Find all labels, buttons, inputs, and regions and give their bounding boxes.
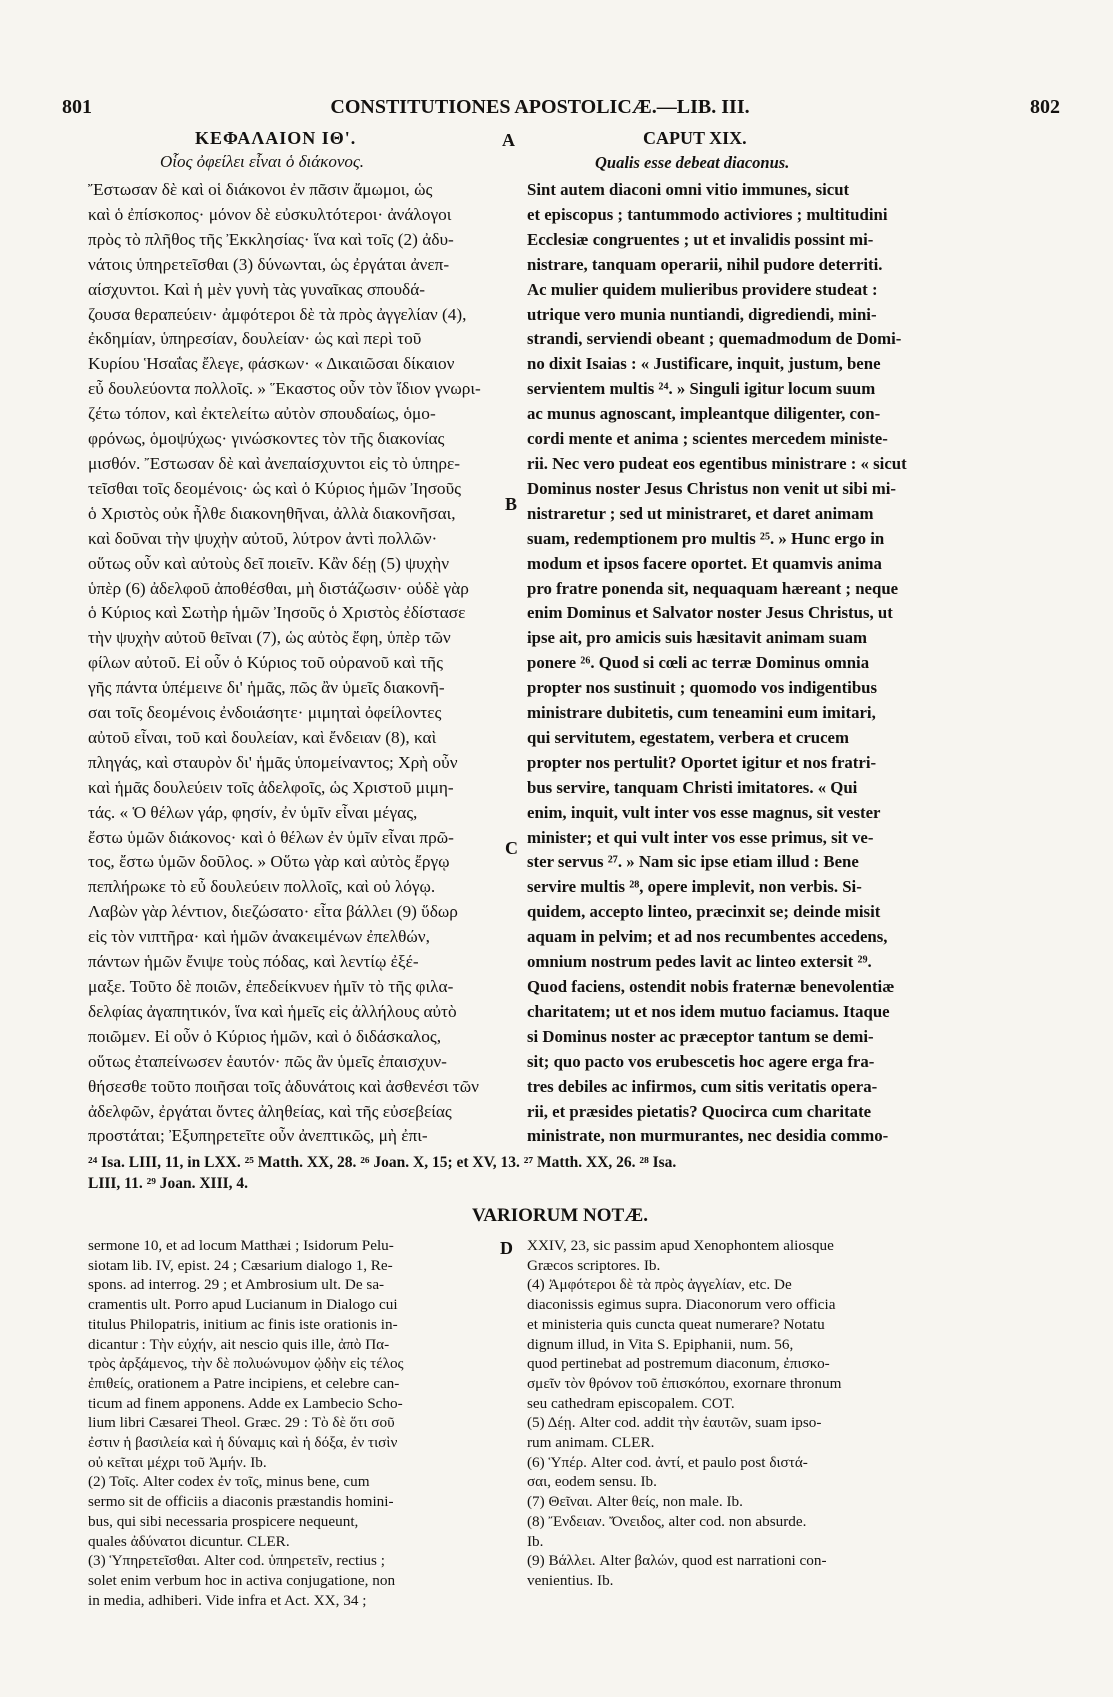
text-line: ac munus agnoscant, impleantque diligenter, con-	[527, 404, 881, 424]
text-line: τος, ἔστω ὑμῶν δοῦλος. » Οὕτω γὰρ καὶ αὐτὸς ἔργῳ	[88, 852, 450, 872]
note-line: (9) Βάλλει. Alter βαλών, quod est narrationi con-	[527, 1552, 827, 1570]
text-line: utrique vero munia nuntiandi, digrediendi, mini-	[527, 304, 877, 324]
text-line: enim Dominus et Salvator noster Jesus Christus, ut	[527, 603, 893, 623]
note-line: (7) Θεῖναι. Alter θείς, non male. Ib.	[527, 1493, 743, 1511]
text-line: Λαβὼν γὰρ λέντιον, διεζώσατο· εἶτα βάλλει (9) ὕδωρ	[88, 902, 458, 922]
text-line: ministrare dubitetis, cum teneamini eum imitari,	[527, 703, 876, 723]
text-line: strandi, serviendi obeant ; quemadmodum de Domi-	[527, 329, 902, 349]
text-line: suam, redemptionem pro multis ²⁵. » Hunc ergo in	[527, 528, 885, 548]
note-line: (8) Ἔνδειαν. Ὄνειδος, alter cod. non absurde.	[527, 1512, 807, 1530]
note-line: siotam lib. IV, epist. 24 ; Cæsarium dialogo 1, Re-	[88, 1256, 393, 1274]
note-line: venientius. Ib.	[527, 1571, 614, 1589]
text-line: bus servire, tanquam Christi imitatores. « Qui	[527, 777, 858, 797]
note-line: Ib.	[527, 1532, 544, 1550]
text-line: Κυρίου Ἡσαΐας ἔλεγε, φάσκων· « Δικαιῶσαι δίκαιον	[88, 354, 455, 374]
running-title: CONSTITUTIONES APOSTOLICÆ.—LIB. III.	[330, 96, 750, 118]
text-line: νάτοις ὑπηρετεῖσθαι (3) δύνωνται, ὡς ἐργάται ἀνεπ-	[88, 254, 450, 274]
note-line: (5) Δέῃ. Alter cod. addit τὴν ἑαυτῶν, suam ipso-	[527, 1414, 822, 1432]
text-line: Quod faciens, ostendit nobis fraternæ benevolentiæ	[527, 977, 895, 996]
latin-chapter-subtitle: Qualis esse debeat diaconus.	[595, 153, 790, 172]
reference-line: ²⁴ Isa. LIII, 11, in LXX. ²⁵ Matth. XX, 28. ²⁶ Joan. X, 15; et XV, 13. ²⁷ Matth. XX, 26. ²⁸ Isa.	[88, 1154, 677, 1171]
greek-chapter-title: ΚΕΦΑΛΑΙΟΝ ΙΘ'.	[195, 128, 357, 148]
note-line: ἐπιθείς, orationem a Patre incipiens, et celebre can-	[88, 1374, 400, 1392]
text-line: καὶ ὁ ἐπίσκοπος· μόνον δὲ εὐσκυλτότεροι· ἀνάλογοι	[88, 204, 452, 224]
latin-chapter-title: CAPUT XIX.	[643, 128, 747, 148]
text-line: rii. Nec vero pudeat eos egentibus ministrare : « sicut	[527, 453, 907, 473]
note-line: dignum illud, in Vita S. Epiphanii, num. 56,	[527, 1335, 794, 1353]
note-line: σμεῖν τὸν θρόνον τοῦ ἐπισκόπου, exornare thronum	[527, 1374, 842, 1392]
text-line: πεπλήρωκε τὸ εὖ δουλεύειν πολλοῖς, καὶ οὐ λόγῳ.	[88, 877, 436, 897]
text-line: ζουσα θεραπεύειν· ἀμφότεροι δὲ τὰ πρὸς ἀγγελίαν (4),	[88, 304, 467, 324]
text-line: ipse ait, pro amicis suis hæsitavit animam suam	[527, 628, 868, 648]
text-line: οὕτως ἐταπείνωσεν ἑαυτόν· πῶς ἂν ὑμεῖς ἐπαισχυν-	[88, 1051, 447, 1071]
text-line: σαι τοῖς δεομένοις ἐνδοιάσητε· μιμηταὶ ὀφείλοντες	[88, 703, 442, 723]
note-line: lium libri Cæsarei Theol. Græc. 29 : Τὸ δὲ ὅτι σοῦ	[88, 1414, 395, 1432]
note-line: σαι, eodem sensu. Ib.	[527, 1473, 657, 1491]
text-line: αὐτοῦ εἶναι, τοῦ καὶ δουλείαν, καὶ ἔνδειαν (8), καὶ	[88, 727, 437, 747]
note-line: (6) Ὑπέρ. Alter cod. ἀντί, et paulo post διστά-	[527, 1453, 808, 1471]
note-line: οὐ κεῖται μέχρι τοῦ Ἀμήν. Ib.	[88, 1453, 267, 1471]
text-line: quidem, accepto linteo, præcinxit se; deinde misit	[527, 902, 881, 922]
text-line: ministrate, non murmurantes, nec desidia commo-	[527, 1126, 889, 1146]
text-line: πρὸς τὸ πλῆθος τῆς Ἐκκλησίας· ἵνα καὶ τοῖς (2) ἀδυ-	[88, 229, 454, 249]
text-line: servientem multis ²⁴. » Singuli igitur locum suum	[527, 379, 876, 399]
text-line: τάς. « Ὁ θέλων γάρ, φησίν, ἐν ὑμῖν εἶναι μέγας,	[88, 802, 418, 822]
text-line: Sint autem diaconi omni vitio immunes, sicut	[527, 180, 850, 199]
note-line: quales ἀδύνατοι dicuntur. CLER.	[88, 1532, 290, 1550]
text-line: sit; quo pacto vos erubescetis hoc agere erga fra-	[527, 1051, 875, 1071]
greek-text-column	[88, 178, 498, 1149]
text-line: προστάται; Ἐξυπηρετεῖτε οὖν ἀνεπτικῶς, μὴ ἐπι-	[88, 1126, 428, 1146]
text-line: propter nos sustinuit ; quomodo vos indigentibus	[527, 678, 878, 698]
notes-left-column	[88, 1236, 498, 1610]
note-line: ticum ad finem apponens. Adde ex Lambecio Scho-	[88, 1394, 403, 1412]
text-line: δελφίας ἀγαπητικόν, ἵνα καὶ ἡμεῖς εἰς ἀλλήλους αὐτὸ	[88, 1001, 457, 1021]
note-line: bus, qui sibi necessaria prospicere nequeunt,	[88, 1512, 359, 1530]
text-line: nistraretur ; sed ut ministraret, et daret animam	[527, 503, 874, 523]
text-line: enim, inquit, vult inter vos esse magnus, sit vester	[527, 802, 881, 822]
note-line: sermo sit de officiis a diaconis præstandis homini-	[88, 1493, 394, 1511]
notes-right-column	[527, 1236, 947, 1591]
note-line: rum animam. CLER.	[527, 1434, 655, 1452]
note-line: (4) Ἀμφότεροι δὲ τὰ πρὸς ἀγγελίαν, etc. De	[527, 1276, 792, 1294]
text-line: tres debiles ac infirmos, cum sitis veritatis opera-	[527, 1076, 878, 1096]
page-number-left: 801	[62, 96, 92, 118]
note-line: seu cathedram episcopalem. COT.	[527, 1394, 735, 1412]
text-line: si Dominus noster ac præceptor tantum se demi-	[527, 1026, 874, 1046]
text-line: εὖ δουλεύοντα πολλοῖς. » Ἕκαστος οὖν τὸν ἴδιον γνωρι-	[88, 379, 481, 399]
text-line: μαξε. Τοῦτο δὲ ποιῶν, ἐπεδείκνυεν ἡμῖν τὸ τῆς φιλα-	[88, 977, 454, 996]
note-line: cramentis ult. Porro apud Lucianum in Dialogo cui	[88, 1296, 398, 1314]
greek-chapter-subtitle: Οἷος ὀφείλει εἶναι ὁ διάκονος.	[160, 152, 365, 171]
text-line: Ἔστωσαν δὲ καὶ οἱ διάκονοι ἐν πᾶσιν ἄμωμοι, ὡς	[88, 180, 433, 199]
text-line: modum et ipsos facere oportet. Et quamvis anima	[527, 553, 882, 573]
text-line: cordi mente et anima ; scientes mercedem ministe-	[527, 429, 888, 449]
notes-heading: VARIORUM NOTÆ.	[472, 1205, 648, 1226]
text-line: φρόνως, ὁμοψύχως· γινώσκοντες τὸν τῆς διακονίας	[88, 429, 445, 449]
margin-letter-a: A	[502, 130, 515, 150]
text-line: ὑπὲρ (6) ἀδελφοῦ ἀποθέσθαι, μὴ διστάζωσιν· οὐδὲ γὰρ	[88, 578, 469, 598]
page-number-right: 802	[1030, 96, 1060, 118]
text-line: ὁ Κύριος καὶ Σωτὴρ ἡμῶν Ἰησοῦς ὁ Χριστὸς ἐδίστασε	[88, 603, 466, 623]
text-line: Dominus noster Jesus Christus non venit ut sibi mi-	[527, 478, 896, 498]
note-line: XXIV, 23, sic passim apud Xenophontem aliosque	[527, 1237, 834, 1254]
text-line: ster servus ²⁷. » Nam sic ipse etiam illud : Bene	[527, 852, 859, 872]
note-line: quod pertinebat ad postremum diaconum, ἐπισκο-	[527, 1355, 830, 1373]
note-line: et ministeria quis cuncta queat numerare? Notatu	[527, 1315, 825, 1333]
scripture-references	[88, 1152, 968, 1194]
note-line: (2) Τοῖς. Alter codex ἐν τοῖς, minus bene, cum	[88, 1473, 370, 1491]
text-line: οὕτως οὖν καὶ αὐτοὺς δεῖ ποιεῖν. Κἂν δέῃ (5) ψυχὴν	[88, 553, 450, 573]
text-line: ὁ Χριστὸς οὐκ ἦλθε διακονηθῆναι, ἀλλὰ διακονῆσαι,	[88, 503, 456, 523]
text-line: Ac mulier quidem mulieribus providere studeat :	[527, 279, 878, 299]
text-line: ponere ²⁶. Quod si cœli ac terræ Dominus omnia	[527, 653, 870, 673]
reference-line: LIII, 11. ²⁹ Joan. XIII, 4.	[88, 1175, 249, 1192]
text-line: τὴν ψυχὴν αὐτοῦ θεῖναι (7), ὡς αὐτὸς ἔφη, ὑπὲρ τῶν	[88, 628, 451, 648]
text-line: servire multis ²⁸, opere implevit, non verbis. Si-	[527, 877, 862, 897]
text-line: γῆς πάντα ὑπέμεινε δι' ἡμᾶς, πῶς ἂν ὑμεῖς διακονῆ-	[88, 678, 445, 698]
text-line: rii, et præsides pietatis? Quocirca cum charitate	[527, 1101, 872, 1121]
note-line: τρὸς ἀρξάμενος, τὴν δὲ πολυώνυμον ᾠδὴν εἰς τέλος	[88, 1355, 404, 1373]
text-line: propter nos pertulit? Oportet igitur et nos fratri-	[527, 752, 877, 772]
note-line: dicantur : Τὴν εὐχήν, ait nescio quis ille, ἀπὸ Πα-	[88, 1335, 390, 1353]
text-line: πληγάς, καὶ σταυρὸν δι' ἡμᾶς ὑπομείναντος; Χρὴ οὖν	[88, 752, 458, 772]
text-line: ἀδελφῶν, ἐργάται ὄντες ἀληθείας, καὶ τῆς εὐσεβείας	[88, 1101, 452, 1121]
text-line: charitatem; ut et nos idem mutuo faciamus. Itaque	[527, 1001, 890, 1021]
text-line: φίλων αὐτοῦ. Εἰ οὖν ὁ Κύριος τοῦ οὐρανοῦ καὶ τῆς	[88, 653, 443, 673]
text-line: no dixit Isaias : « Justificare, inquit, justum, bene	[527, 354, 881, 374]
text-line: ἔστω ὑμῶν διάκονος· καὶ ὁ θέλων ἐν ὑμῖν εἶναι πρῶ-	[88, 827, 454, 847]
text-line: nistrare, tanquam operarii, nihil pudore deterriti.	[527, 254, 883, 274]
text-line: pro fratre ponenda sit, nequaquam hæreant ; neque	[527, 578, 899, 598]
text-line: aquam in pelvim; et ad nos recumbentes accedens,	[527, 927, 888, 947]
note-line: Græcos scriptores. Ib.	[527, 1256, 661, 1274]
text-line: θήσεσθε τοῦτο ποιῆσαι τοῖς ἀδυνάτοις καὶ ἀσθενέσι τῶν	[88, 1076, 479, 1096]
margin-letter-d: D	[500, 1238, 513, 1258]
text-line: ἐκδημίαν, ὑπηρεσίαν, δουλείαν· ὡς καὶ περὶ τοῦ	[88, 329, 422, 349]
margin-letter-b: B	[505, 494, 518, 514]
text-line: πάντων ἡμῶν ἔνιψε τοὺς πόδας, καὶ λεντίῳ ἐξέ-	[88, 952, 419, 972]
text-line: καὶ ἡμᾶς δουλεύειν τοῖς ἀδελφοῖς, ὡς Χριστοῦ μιμη-	[88, 777, 454, 797]
text-line: ποιῶμεν. Εἰ οὖν ὁ Κύριος ἡμῶν, καὶ ὁ διδάσκαλος,	[88, 1026, 442, 1046]
text-line: τεῖσθαι τοῖς δεομένοις· ὡς καὶ ὁ Κύριος ἡμῶν Ἰησοῦς	[88, 478, 461, 498]
text-line: omnium nostrum pedes lavit ac linteo extersit ²⁹.	[527, 952, 872, 972]
text-line: ζέτω τόπον, καὶ ἐκτελείτω αὐτὸν σπουδαίως, ὁμο-	[88, 404, 436, 424]
text-line: et episcopus ; tantummodo activiores ; multitudini	[527, 204, 888, 224]
note-line: (3) Ὑπηρετεῖσθαι. Alter cod. ὑπηρετεῖν, rectius ;	[88, 1552, 385, 1570]
text-line: αίσχυντοι. Καὶ ἡ μὲν γυνὴ τὰς γυναῖκας σπουδά-	[88, 279, 426, 299]
latin-text-column	[527, 178, 947, 1149]
note-line: ἐστιν ἡ βασιλεία καὶ ἡ δύναμις καὶ ἡ δόξα, ἐν τισὶν	[88, 1434, 398, 1452]
note-line: sermone 10, et ad locum Matthæi ; Isidorum Pelu-	[88, 1237, 394, 1254]
text-line: Ecclesiæ congruentes ; ut et invalidis possint mi-	[527, 229, 874, 249]
note-line: spons. ad interrog. 29 ; et Ambrosium ult. De sa-	[88, 1276, 385, 1294]
text-line: μισθόν. Ἔστωσαν δὲ καὶ ἀνεπαίσχυντοι εἰς τὸ ὑπηρε-	[88, 453, 461, 473]
margin-letter-c: C	[505, 838, 518, 858]
note-line: solet enim verbum hoc in activa conjugatione, non	[88, 1571, 396, 1589]
text-line: εἰς τὸν νιπτῆρα· καὶ ἡμῶν ἀνακειμένων ἐπελθών,	[88, 927, 430, 947]
note-line: titulus Philopatris, initium ac finis iste orationis in-	[88, 1315, 398, 1333]
note-line: in media, adhiberi. Vide infra et Act. XX, 34 ;	[88, 1591, 367, 1609]
text-line: καὶ δοῦναι τὴν ψυχὴν αὐτοῦ, λύτρον ἀντὶ πολλῶν·	[88, 528, 438, 548]
text-line: minister; et qui vult inter vos esse primus, sit ve-	[527, 827, 874, 847]
note-line: diaconissis egimus supra. Diaconorum vero officia	[527, 1296, 836, 1314]
text-line: qui servitutem, egestatem, verbera et crucem	[527, 727, 849, 747]
